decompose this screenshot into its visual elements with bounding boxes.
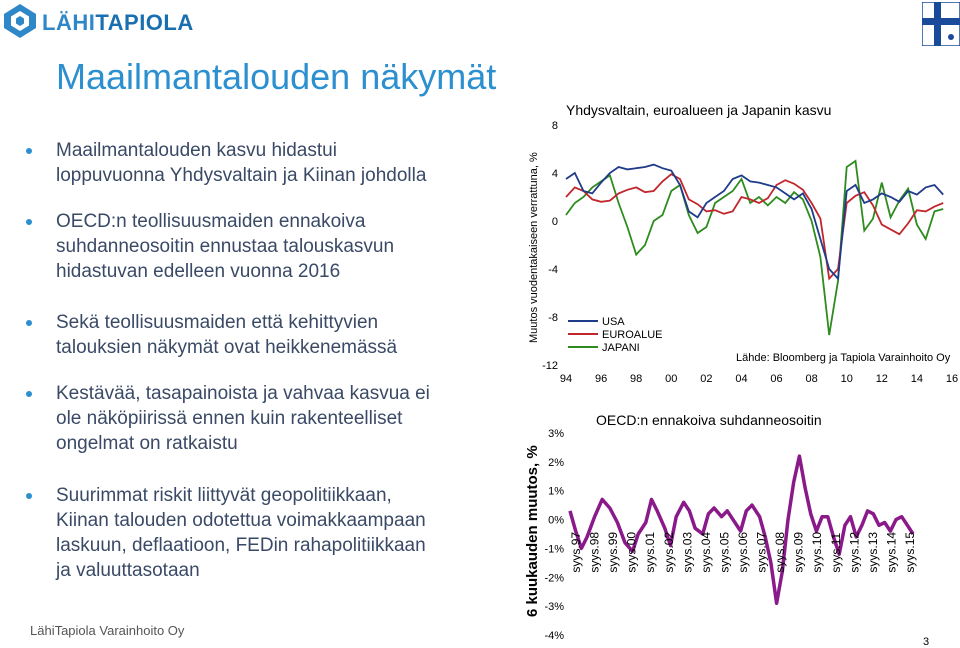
chart-title: Yhdysvaltain, euroalueen ja Japanin kasvu xyxy=(566,102,832,118)
x-tick-label: 06 xyxy=(770,373,783,385)
oecd-chart xyxy=(520,405,960,647)
footer-company: LähiTapiola Varainhoito Oy xyxy=(30,623,185,638)
x-tick-label: syys.15 xyxy=(903,531,917,573)
x-tick-label: syys.14 xyxy=(884,531,899,573)
bullet-marker xyxy=(26,391,32,397)
y-axis-ticks xyxy=(542,120,558,372)
brand-name xyxy=(42,10,194,36)
x-axis-ticks xyxy=(560,373,958,385)
y-tick-label: -4 xyxy=(548,264,558,276)
legend-label-euro: EUROALUE xyxy=(602,329,663,341)
finnish-flag-icon xyxy=(922,2,960,46)
bullet-marker xyxy=(26,148,32,154)
page-number: 3 xyxy=(923,636,930,648)
x-tick-label: syys.98 xyxy=(587,531,602,573)
growth-chart xyxy=(520,95,960,395)
brand-name-part1: LÄHI xyxy=(42,10,96,35)
y-tick-label: 0% xyxy=(548,514,564,527)
x-tick-label: 02 xyxy=(700,373,713,385)
y-axis-label: 6 kuukauden muutos, % xyxy=(524,445,541,617)
y-tick-label: -3% xyxy=(544,601,564,614)
y-tick-label: 2% xyxy=(548,456,564,469)
x-tick-label: syys.03 xyxy=(680,531,695,573)
source-note: Lähde: Bloomberg ja Tapiola Varainhoito Oy xyxy=(736,352,951,364)
brand-logo xyxy=(2,2,194,42)
x-tick-label: 96 xyxy=(594,373,608,385)
x-tick-label: 00 xyxy=(665,373,678,385)
y-tick-label: 1% xyxy=(548,485,564,498)
series-lines xyxy=(566,161,943,335)
bullet-text: Sekä teollisuusmaiden että kehittyvien talouksien näkymät ovat heikkenemässä xyxy=(56,312,398,358)
x-tick-label: 10 xyxy=(840,373,853,385)
y-tick-label: 3% xyxy=(548,428,564,440)
bullet-text: Maailmantalouden kasvu hidastui loppuvuonna Yhdysvaltain ja Kiinan johdolla xyxy=(56,140,427,186)
x-tick-label: 14 xyxy=(910,373,924,385)
y-axis-label: Muutos vuodentakaiseen verrattuna, % xyxy=(528,152,540,343)
series-lines xyxy=(570,456,913,603)
x-axis-ticks xyxy=(569,532,917,573)
x-tick-label: 98 xyxy=(630,373,643,385)
y-tick-label: 8 xyxy=(551,120,558,132)
series-line-usa xyxy=(566,165,943,279)
x-tick-label: syys.08 xyxy=(773,531,788,573)
chart-title: OECD:n ennakoiva suhdanneosoitin xyxy=(596,412,822,428)
x-tick-label: syys.10 xyxy=(810,531,825,573)
legend-label-japan: JAPANI xyxy=(602,342,640,354)
brand-logo-icon xyxy=(2,2,38,40)
x-tick-label: syys.13 xyxy=(865,531,880,573)
x-tick-label: 16 xyxy=(945,373,959,385)
series-line-euroalue xyxy=(566,174,943,278)
x-tick-label: syys.01 xyxy=(643,531,658,573)
series-line-oecd xyxy=(570,456,913,603)
x-tick-label: syys.02 xyxy=(661,531,676,573)
x-tick-label: syys.05 xyxy=(717,531,732,573)
x-tick-label: syys.00 xyxy=(624,531,639,573)
x-tick-label: syys.06 xyxy=(736,531,750,573)
bullet-text: Kestävää, tasapainoista ja vahvaa kasvua ei ole näköpiirissä ennen kuin rakenteelliset ongelmat on ratkaistu xyxy=(56,383,430,454)
x-tick-label: syys.99 xyxy=(606,531,621,573)
bullet-marker xyxy=(26,320,32,326)
x-tick-label: syys.09 xyxy=(791,531,806,573)
y-tick-label: 4 xyxy=(551,168,558,180)
x-tick-label: 08 xyxy=(805,373,818,385)
bullet-marker xyxy=(26,219,32,225)
bullet-text: OECD:n teollisuusmaiden ennakoiva suhdanneosoitin ennustaa talouskasvun hidastuvan edelleen vuonna 2016 xyxy=(56,211,395,282)
x-tick-label: syys.12 xyxy=(847,531,862,573)
legend-label-usa: USA xyxy=(602,316,625,328)
bullet-marker xyxy=(26,493,32,499)
y-tick-label: -8 xyxy=(548,312,558,324)
series-line-japani xyxy=(566,161,943,335)
y-tick-label: -2% xyxy=(544,572,564,585)
x-tick-label: 12 xyxy=(875,373,888,385)
x-tick-label: syys.07 xyxy=(754,531,769,573)
y-tick-label: -12 xyxy=(542,360,558,372)
y-tick-label: -1% xyxy=(544,543,564,556)
x-tick-label: 94 xyxy=(559,373,573,385)
x-tick-label: syys.04 xyxy=(698,531,713,573)
brand-name-part2: TAPIOLA xyxy=(95,10,194,35)
y-tick-label: 0 xyxy=(551,216,558,228)
x-tick-label: syys.11 xyxy=(828,532,843,573)
legend xyxy=(568,316,663,354)
x-tick-label: 04 xyxy=(735,373,748,385)
bullet-text: Suurimmat riskit liittyvät geopolitiikkaan, Kiinan talouden odotettua voimakkaampaan laskuun, deflaatioon, FEDin rahapolitiikkaan ja valuuttasotaan xyxy=(56,485,426,581)
y-tick-label: -4% xyxy=(544,630,564,642)
x-tick-label: syys.97 xyxy=(569,531,583,573)
y-axis-ticks xyxy=(544,428,564,642)
slide-title: Maailmantalouden näkymät xyxy=(56,56,497,97)
